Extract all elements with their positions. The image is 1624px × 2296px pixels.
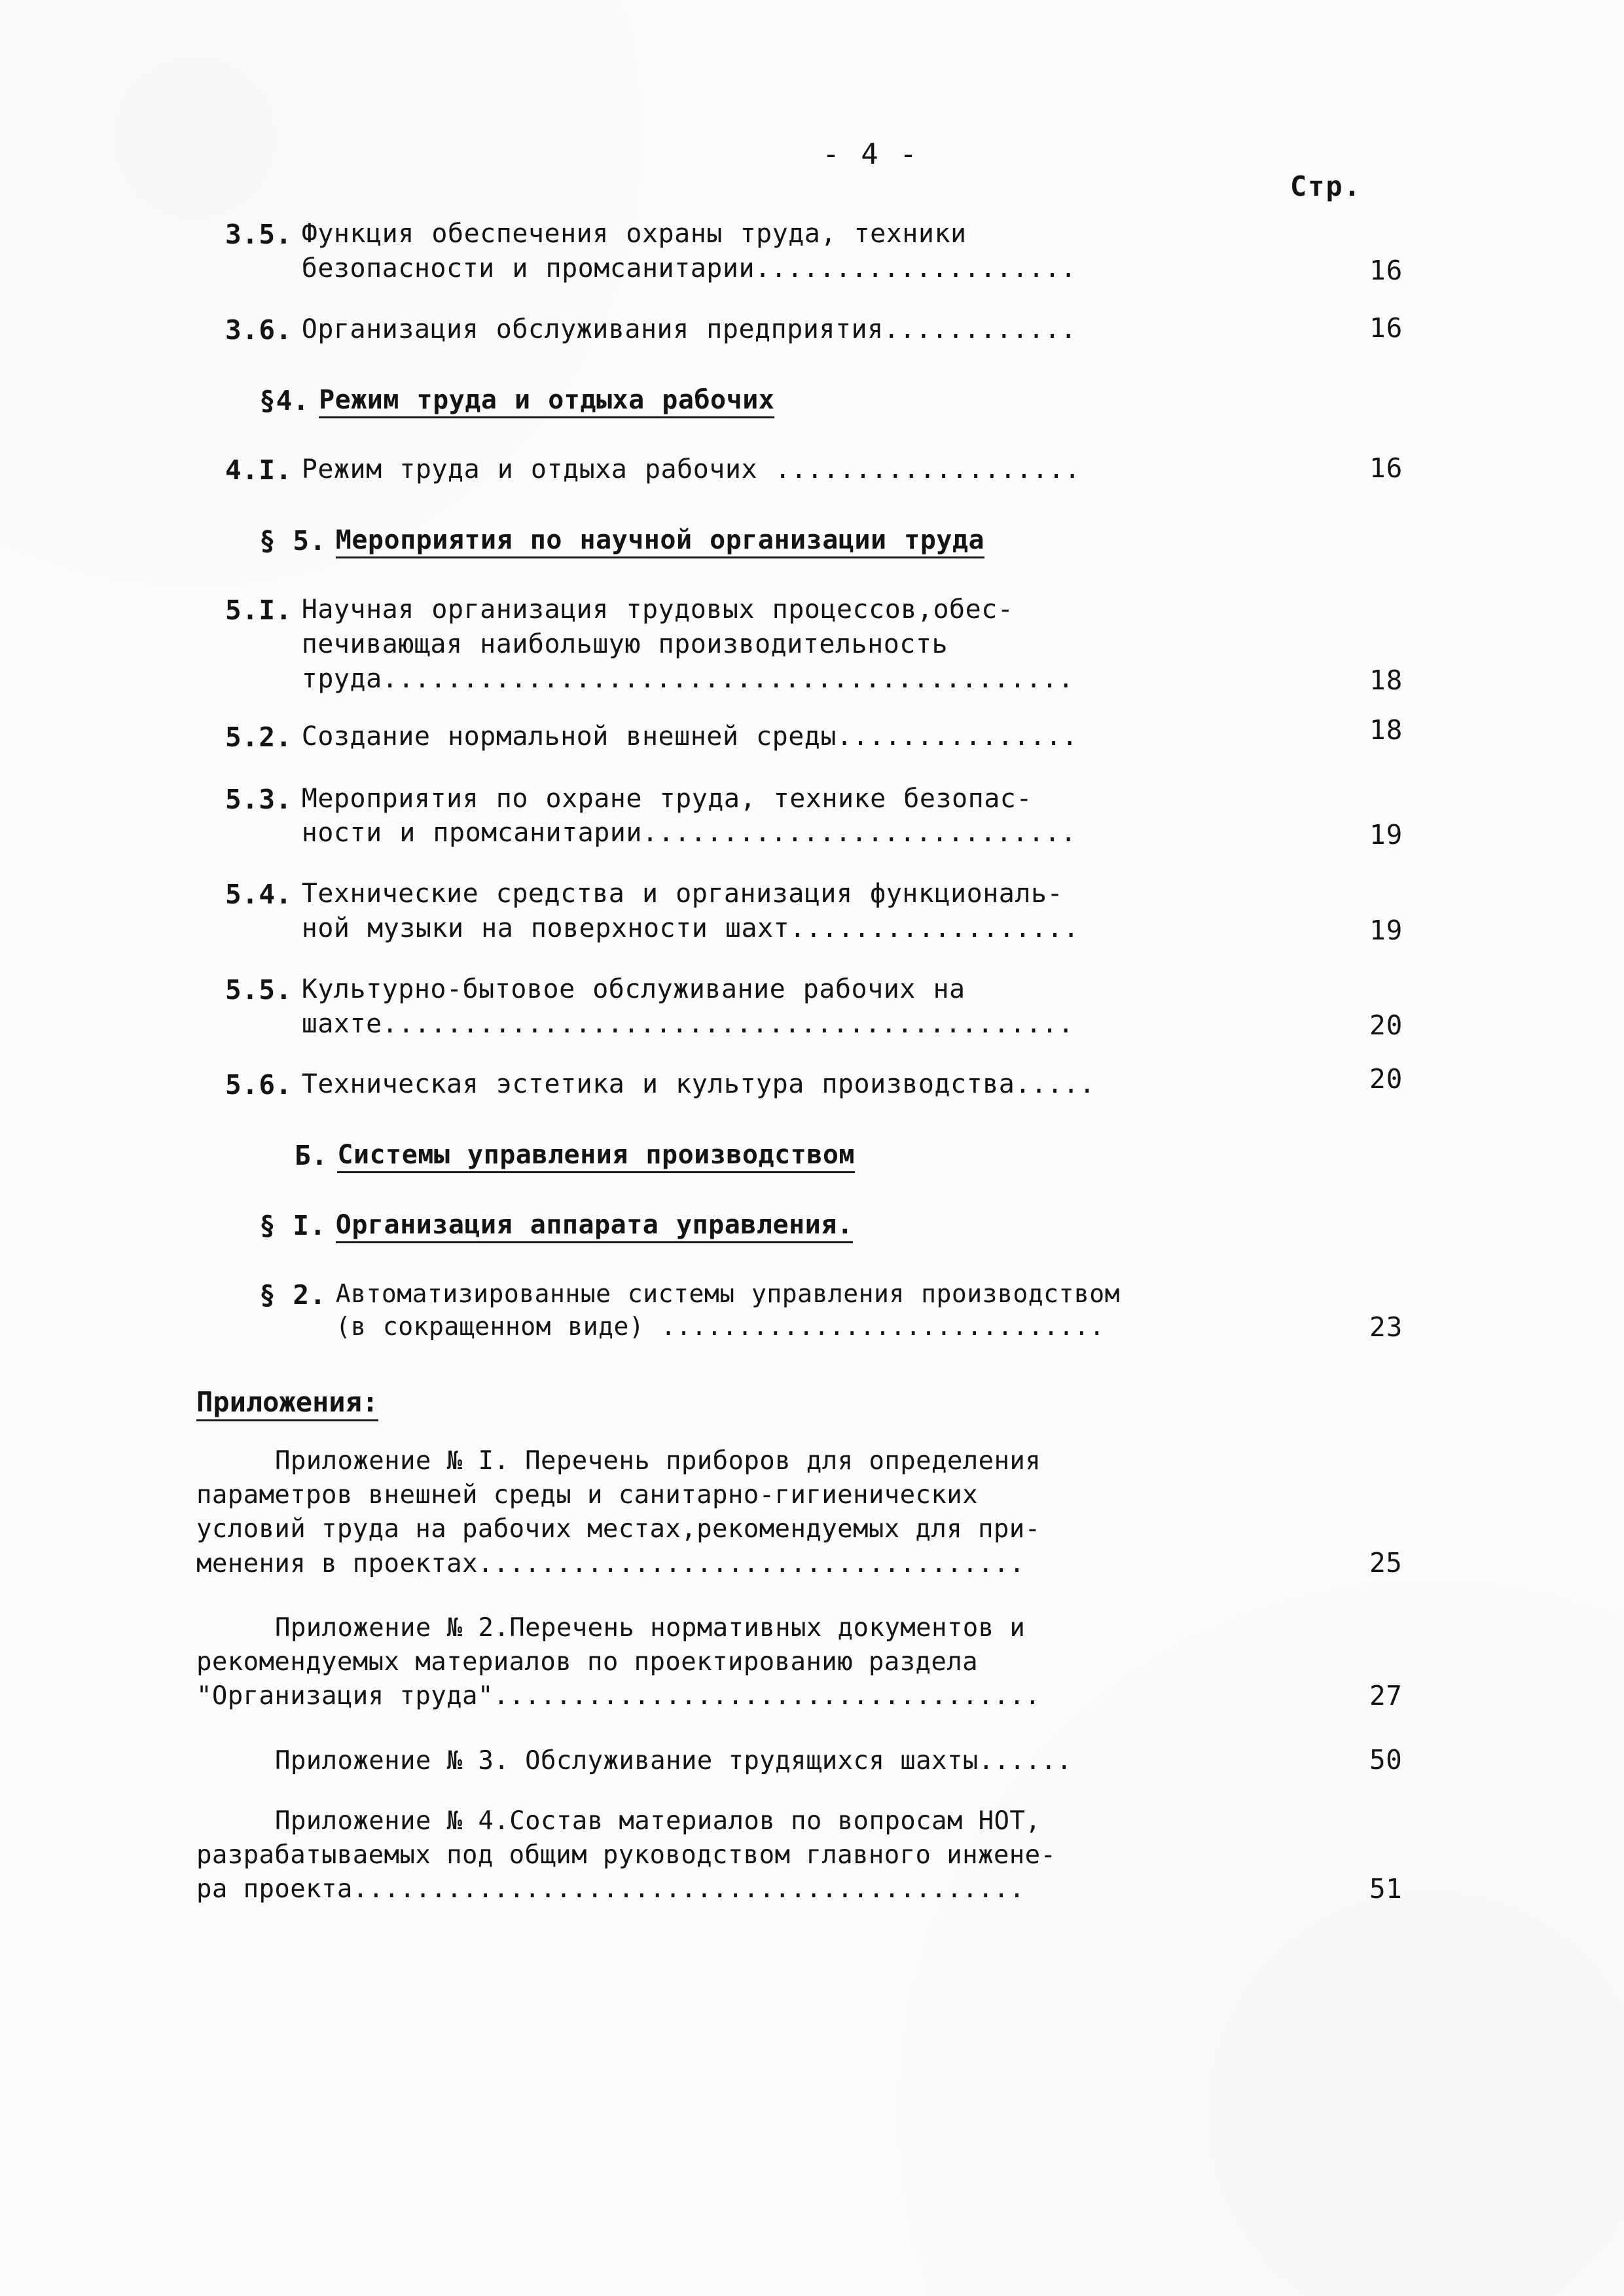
page-number-header: - 4 -: [822, 137, 919, 171]
appendix-line: Приложение № 4.Состав материалов по вопросам НОТ,: [275, 1806, 1041, 1836]
toc-entry-title: Автоматизированные системы управления производством (в сокращенном виде) .............................: [335, 1279, 1121, 1341]
toc-entry-number: 5.4.: [225, 879, 293, 911]
appendix-page: 25: [1369, 1547, 1403, 1579]
appendix-line: разрабатываемых под общим руководством главного инжене-: [196, 1840, 1056, 1870]
toc-entry-title: Мероприятия по охране труда, технике безопас- ности и промсанитарии...........................: [301, 783, 1077, 848]
toc-entry[interactable]: [225, 312, 1440, 348]
toc-section-heading[interactable]: [259, 383, 1440, 418]
toc-entry-number: 5.I.: [225, 594, 293, 627]
toc-entry-number: 3.5.: [225, 219, 293, 250]
toc-entry-number: 5.6.: [225, 1069, 293, 1101]
toc-section-title: Мероприятия по научной организации труда: [327, 523, 1440, 558]
appendix-line: Приложение № I. Перечень приборов для определения: [275, 1446, 1041, 1476]
appendix-line: параметров внешней среды и санитарно-гигиенических: [196, 1480, 978, 1510]
toc-section-heading[interactable]: [259, 523, 1440, 558]
toc-section-title: Организация аппарата управления.: [327, 1208, 1440, 1243]
toc-section-heading[interactable]: [259, 1208, 1440, 1243]
toc-section-number: § 5.: [259, 524, 327, 556]
toc-entry-page: 23: [1369, 1311, 1403, 1343]
page-content: [196, 137, 1440, 1929]
toc-section-heading[interactable]: [295, 1138, 1440, 1173]
appendix-item[interactable]: [196, 1444, 1440, 1581]
toc-entry[interactable]: [225, 877, 1440, 946]
toc-entry-title: Культурно-бытовое обслуживание рабочих на шахте...........................................: [301, 974, 1074, 1039]
toc-entry[interactable]: [225, 782, 1440, 851]
toc-entry-page: 20: [1369, 1010, 1403, 1042]
toc-section-title: Системы управления производством: [328, 1138, 1440, 1173]
toc-entry-title: Технические средства и организация функциональ- ной музыки на поверхности шахт..................: [301, 879, 1079, 943]
toc-entry-title: Организация обслуживания предприятия............: [301, 314, 1077, 344]
toc-entry-page: 16: [1369, 254, 1403, 286]
toc-entry-title: Научная организация трудовых процессов,обес- печивающая наибольшую производительность труда...........................................: [301, 594, 1074, 694]
toc-entry-page: 18: [1369, 714, 1403, 746]
toc-entry[interactable]: [225, 972, 1440, 1042]
appendix-line: Приложение № 3. Обслуживание трудящихся шахты......: [275, 1745, 1072, 1776]
appendix-line: "Организация труда"...................................: [196, 1681, 1041, 1711]
toc-entry-title: Создание нормальной внешней среды...............: [301, 721, 1078, 752]
toc-entry-title: Техническая эстетика и культура производства.....: [301, 1069, 1096, 1100]
toc-entry-title: Функция обеспечения охраны труда, техники безопасности и промсанитарии....................: [301, 219, 1077, 283]
toc-entry-number: 5.5.: [225, 974, 293, 1006]
toc-entry-number: 5.3.: [225, 783, 293, 815]
toc-entry-number: 4.I.: [225, 454, 293, 486]
toc-entry-page: 19: [1369, 819, 1403, 851]
toc-section-title: Режим труда и отдыха рабочих: [310, 383, 1440, 418]
toc-section-number: Б.: [295, 1140, 329, 1172]
appendix-line: ра проекта...........................................: [196, 1874, 1025, 1904]
toc-entry-number: 5.2.: [225, 721, 293, 754]
appendix-line: Приложение № 2.Перечень нормативных документов и: [275, 1613, 1026, 1643]
table-of-contents: [196, 217, 1440, 1343]
appendix-line: менения в проектах...................................: [196, 1548, 1025, 1578]
toc-entry-title: Режим труда и отдыха рабочих ...................: [301, 454, 1081, 484]
toc-entry-number: § 2.: [259, 1279, 327, 1311]
toc-entry[interactable]: [225, 592, 1440, 696]
appendix-page: 50: [1369, 1744, 1403, 1776]
toc-entry-number: 3.6.: [225, 314, 293, 346]
toc-section-number: § I.: [259, 1209, 327, 1241]
appendix-item[interactable]: [196, 1744, 1440, 1778]
toc-entry[interactable]: [259, 1277, 1440, 1343]
toc-section-number: §4.: [259, 384, 310, 416]
toc-entry[interactable]: [225, 217, 1440, 286]
toc-entry-page: 16: [1369, 452, 1403, 484]
appendix-line: условий труда на рабочих местах,рекомендуемых для при-: [196, 1514, 1041, 1544]
appendix-item[interactable]: [196, 1804, 1440, 1907]
toc-entry-page: 18: [1369, 665, 1403, 697]
appendix-page: 51: [1369, 1872, 1403, 1904]
toc-entry[interactable]: [225, 1063, 1440, 1102]
toc-entry[interactable]: [225, 452, 1440, 488]
appendix-item[interactable]: [196, 1611, 1440, 1714]
toc-entry-page: 20: [1369, 1063, 1403, 1095]
toc-entry-page: 16: [1369, 312, 1403, 344]
appendix-page: 27: [1369, 1679, 1403, 1711]
appendices-heading: Приложения:: [196, 1386, 1440, 1418]
appendix-line: рекомендуемых материалов по проектированию раздела: [196, 1647, 978, 1677]
column-header-pages: Стр.: [1290, 170, 1362, 202]
toc-entry-page: 19: [1369, 914, 1403, 946]
toc-entry[interactable]: [225, 714, 1440, 755]
